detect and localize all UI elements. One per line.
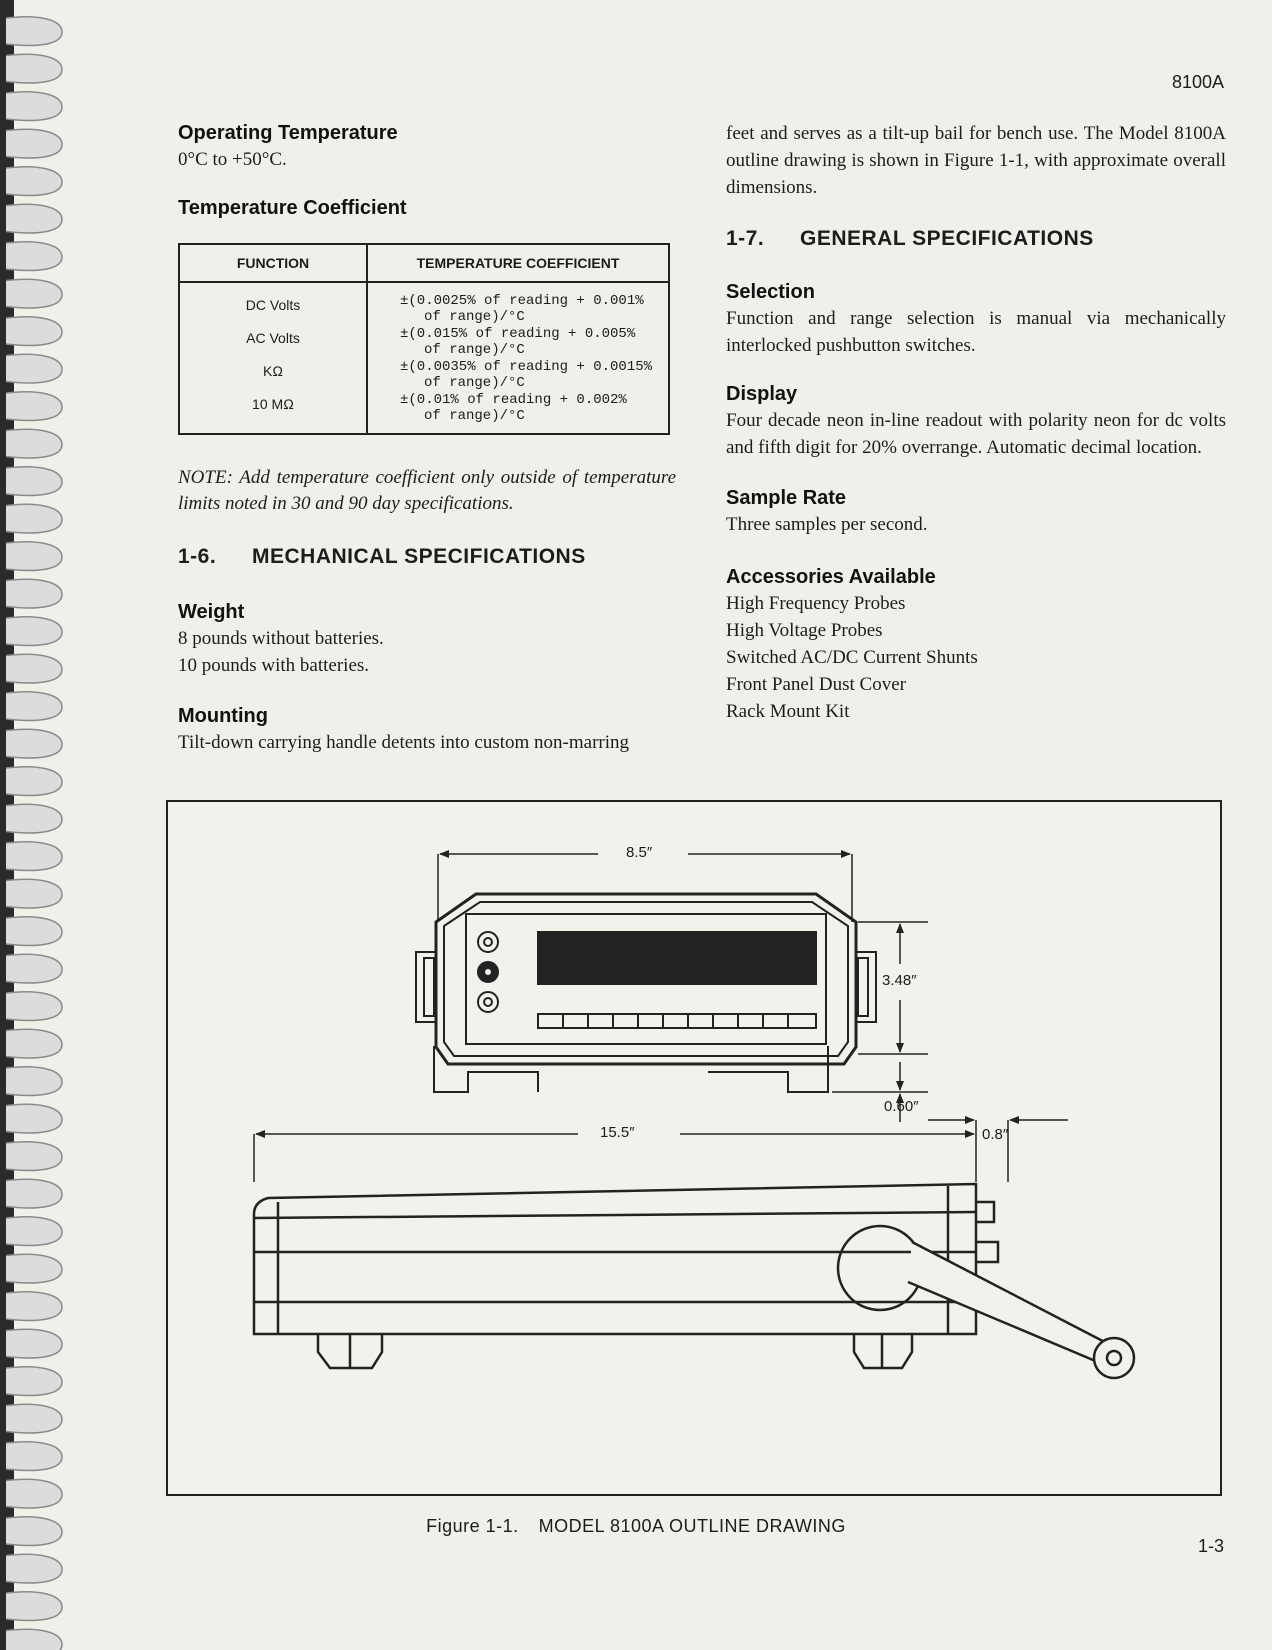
binding-ring — [6, 392, 62, 421]
table-row — [179, 359, 669, 392]
binding-ring — [6, 204, 62, 233]
section-number: 1-6. — [178, 545, 217, 568]
table-row — [179, 326, 669, 359]
temperature-note: NOTE: Add temperature coefficient only outside of temperature limits noted in 30 and 90 day specifications. — [178, 467, 676, 514]
spiral-binding — [0, 0, 80, 1650]
binding-ring — [6, 1254, 62, 1283]
binding-ring — [6, 542, 62, 571]
general-specifications-heading — [726, 227, 1226, 251]
binding-ring — [6, 1554, 62, 1583]
function-cell: AC Volts — [246, 330, 300, 346]
weight-line: 8 pounds without batteries. — [178, 628, 384, 649]
rear-depth-label: 0.8″ — [982, 1126, 1009, 1143]
table-header-coefficient: TEMPERATURE COEFFICIENT — [367, 244, 669, 282]
binding-ring — [6, 167, 62, 196]
outline-drawing-figure — [166, 800, 1222, 1496]
table-row — [179, 392, 669, 434]
sample-rate-text: Three samples per second. — [726, 514, 928, 535]
section-title: GENERAL SPECIFICATIONS — [800, 227, 1094, 250]
side-view — [254, 1184, 1134, 1378]
width-dimension — [438, 854, 852, 922]
coefficient-line: ±(0.0035% of reading + 0.0015% — [400, 359, 653, 375]
height-label: 3.48″ — [882, 972, 917, 989]
weight-line: 10 pounds with batteries. — [178, 655, 370, 676]
binding-ring — [6, 579, 62, 608]
binding-ring — [6, 1067, 62, 1096]
binding-ring — [6, 1367, 62, 1396]
binding-ring — [6, 92, 62, 121]
coefficient-line: of range)/°C — [424, 309, 525, 325]
binding-ring — [6, 654, 62, 683]
binding-ring — [6, 1629, 62, 1650]
binding-ring — [6, 804, 62, 833]
binding-ring — [6, 954, 62, 983]
binding-ring — [6, 54, 62, 83]
binding-ring — [6, 767, 62, 796]
binding-ring — [6, 992, 62, 1021]
binding-ring — [6, 1179, 62, 1208]
binding-ring — [6, 429, 62, 458]
binding-ring — [6, 279, 62, 308]
temperature-coefficient-heading: Temperature Coefficient — [178, 197, 407, 219]
right-column — [726, 120, 1226, 725]
function-cell: KΩ — [262, 363, 284, 379]
coefficient-line: of range)/°C — [424, 375, 525, 391]
binding-ring — [6, 842, 62, 871]
binding-ring — [6, 1292, 62, 1321]
front-view — [416, 894, 876, 1092]
binding-ring — [6, 1142, 62, 1171]
accessory-item: High Voltage Probes — [726, 620, 883, 641]
selection-text: Function and range selection is manual via mechanically interlocked pushbutton switches. — [726, 308, 1226, 356]
binding-ring — [6, 1029, 62, 1058]
outline-drawing — [168, 802, 1220, 1494]
weight-heading: Weight — [178, 601, 245, 623]
binding-ring — [6, 729, 62, 758]
coefficient-line: ±(0.0025% of reading + 0.001% — [400, 293, 644, 309]
figure-number: Figure 1-1. — [426, 1516, 519, 1536]
width-label: 8.5″ — [626, 844, 653, 861]
coefficient-line: of range)/°C — [424, 342, 525, 358]
binding-ring — [6, 17, 62, 46]
accessories-heading: Accessories Available — [726, 566, 936, 588]
binding-ring — [6, 1592, 62, 1621]
accessory-item: Switched AC/DC Current Shunts — [726, 647, 978, 668]
binding-ring — [6, 917, 62, 946]
coefficient-line: of range)/°C — [424, 408, 525, 424]
display-text: Four decade neon in-line readout with polarity neon for dc volts and fifth digit for 20% overrange. Automatic decimal location. — [726, 410, 1226, 458]
left-column — [178, 120, 676, 756]
function-cell: 10 MΩ — [252, 396, 294, 412]
mounting-heading: Mounting — [178, 705, 268, 727]
table-header-function: FUNCTION — [179, 244, 367, 282]
binding-ring — [6, 617, 62, 646]
binding-ring — [6, 879, 62, 908]
page-number: 1-3 — [1197, 1536, 1224, 1556]
figure-title: MODEL 8100A OUTLINE DRAWING — [538, 1516, 846, 1536]
section-number: 1-7. — [726, 227, 765, 250]
binding-ring — [6, 692, 62, 721]
binding-ring — [6, 1442, 62, 1471]
section-title: MECHANICAL SPECIFICATIONS — [252, 545, 586, 568]
figure-caption — [0, 1516, 1272, 1537]
binding-ring — [6, 1329, 62, 1358]
binding-ring — [6, 1479, 62, 1508]
table-row — [179, 282, 669, 326]
binding-ring — [6, 1404, 62, 1433]
accessory-item: Front Panel Dust Cover — [726, 674, 906, 695]
depth-dimension — [254, 1120, 1068, 1182]
binding-ring — [6, 467, 62, 496]
binding-ring — [6, 1217, 62, 1246]
continuation-paragraph: feet and serves as a tilt-up bail for bench use. The Model 8100A outline drawing is shown in Figure 1-1, with approximate overall dimensions. — [726, 123, 1226, 198]
binding-ring — [6, 1104, 62, 1133]
coefficient-line: ±(0.015% of reading + 0.005% — [400, 326, 636, 342]
coefficient-line: ±(0.01% of reading + 0.002% — [400, 392, 627, 408]
binding-ring — [6, 242, 62, 271]
accessory-item: Rack Mount Kit — [726, 701, 850, 722]
operating-temperature-heading: Operating Temperature — [178, 122, 398, 144]
page-header-model: 8100A — [1171, 72, 1224, 92]
temperature-coefficient-table — [178, 243, 670, 435]
mounting-text: Tilt-down carrying handle detents into custom non-marring — [178, 732, 629, 753]
binding-ring — [6, 354, 62, 383]
feet-label: 0.60″ — [884, 1098, 919, 1115]
accessory-item: High Frequency Probes — [726, 593, 906, 614]
binding-ring — [6, 504, 62, 533]
mechanical-specifications-heading — [178, 545, 676, 569]
function-cell: DC Volts — [245, 297, 301, 313]
display-heading: Display — [726, 383, 798, 405]
binding-ring — [6, 129, 62, 158]
depth-label: 15.5″ — [600, 1124, 635, 1141]
selection-heading: Selection — [726, 281, 815, 303]
sample-rate-heading: Sample Rate — [726, 487, 847, 509]
binding-ring — [6, 317, 62, 346]
operating-temperature-value: 0°C to +50°C. — [178, 149, 287, 170]
